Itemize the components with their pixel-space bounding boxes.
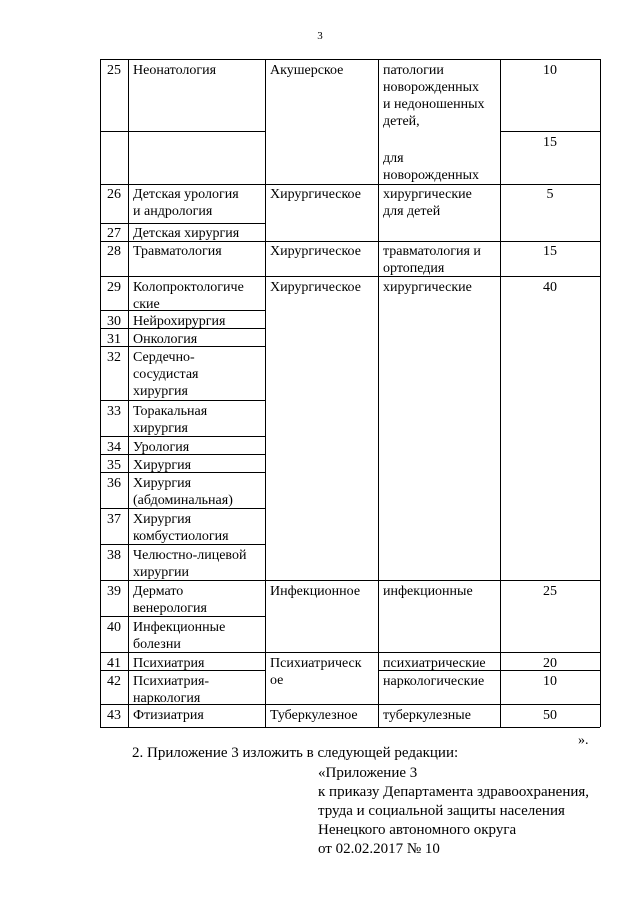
row-number: 34 [107,440,121,455]
row-number: 38 [107,548,121,563]
department-name: болезни [133,637,181,652]
bed-type: хирургические [383,187,472,202]
bed-count: 25 [543,584,557,599]
table-vline [378,59,379,727]
table-hline-profile [265,184,378,185]
table-hline-type [378,704,500,705]
department-name: Торакальная [133,404,208,419]
bed-profile: Хирургическое [270,280,361,295]
bed-type: для детей [383,204,441,219]
department-name: комбустиология [133,529,229,544]
table-vline [500,59,501,727]
row-number: 32 [107,350,121,365]
row-number: 25 [107,63,121,78]
appendix-line-5: от 02.02.2017 № 10 [318,841,440,857]
table-hline-type [378,727,500,728]
department-name: (абдоминальная) [133,493,233,508]
row-number: 40 [107,620,121,635]
table-hline-left [100,652,265,653]
table-hline-beds [500,59,600,60]
department-name: Урология [133,440,190,455]
page-number: 3 [317,30,323,42]
department-name: ские [133,297,160,312]
table-hline-profile [265,59,378,60]
table-hline-left [100,59,265,60]
department-name: Неонатология [133,63,217,78]
bed-count: 15 [543,135,557,150]
table-hline-type [378,184,500,185]
row-number: 29 [107,280,121,295]
bed-profile: Туберкулезное [270,708,358,723]
row-number: 35 [107,458,121,473]
row-number: 39 [107,584,121,599]
bed-profile: Психиатрическ [270,656,362,671]
department-name: Нейрохирургия [133,314,226,329]
appendix-line-4: Ненецкого автономного округа [318,822,517,838]
table-vline [265,59,266,727]
table-hline-profile [265,727,378,728]
paragraph-2: 2. Приложение 3 изложить в следующей редакции: [132,745,459,761]
appendix-line-1: «Приложение 3 [318,765,418,781]
table-hline-profile [265,652,378,653]
bed-profile: Хирургическое [270,187,361,202]
row-number: 27 [107,226,121,241]
table-hline-beds [500,131,600,132]
row-number: 36 [107,476,121,491]
bed-profile: ое [270,673,284,688]
department-name: Хирургия [133,512,192,527]
department-name: Дермато [133,584,184,599]
table-hline-type [378,241,500,242]
bed-type: новорожденных [383,168,480,183]
row-number: 31 [107,332,121,347]
row-number: 42 [107,674,121,689]
bed-count: 50 [543,708,557,723]
department-name: Сердечно- [133,350,195,365]
bed-profile: Инфекционное [270,584,361,599]
table-hline-beds [500,652,600,653]
bed-type: и недоношенных [383,97,485,112]
table-hline-profile [265,276,378,277]
row-number: 43 [107,708,121,723]
department-name: венерология [133,601,207,616]
table-hline-profile [265,704,378,705]
bed-type: хирургические [383,280,472,295]
table-hline-left [100,131,265,132]
department-name: Детская урология [133,187,239,202]
department-name: Челюстно-лицевой [133,548,247,563]
bed-count: 20 [543,656,557,671]
bed-type: психиатрические [383,656,486,671]
appendix-line-2: к приказу Департамента здравоохранения, [318,784,590,800]
table-hline-left [100,400,265,401]
table-hline-profile [265,580,378,581]
bed-type: туберкулезные [383,708,471,723]
table-hline-profile [265,241,378,242]
department-name: Инфекционные [133,620,226,635]
row-number: 30 [107,314,121,329]
bed-type: патологии [383,63,444,78]
table-hline-type [378,580,500,581]
table-hline-left [100,727,265,728]
row-number: 37 [107,512,121,527]
bed-count: 5 [546,187,554,202]
department-name: Фтизиатрия [133,708,204,723]
bed-count: 10 [543,63,557,78]
department-name: Психиатрия- [133,674,210,689]
bed-count: 10 [543,674,557,689]
department-name: Колопроктологиче [133,280,244,295]
department-name: Психиатрия [133,656,205,671]
table-hline-beds [500,276,600,277]
bed-type: детей, [383,114,420,129]
table-hline-left [100,223,265,224]
department-name: хирургия [133,421,188,436]
department-name: и андрология [133,204,213,219]
table-hline-beds [500,727,600,728]
row-number: 28 [107,244,121,259]
table-hline-type [378,59,500,60]
department-name: хирургии [133,565,190,580]
bed-type: инфекционные [383,584,473,599]
department-name: Травматология [133,244,222,259]
bed-profile: Хирургическое [270,244,361,259]
department-name: наркология [133,691,201,706]
row-number: 33 [107,404,121,419]
row-number: 26 [107,187,121,202]
table-hline-type [378,652,500,653]
table-hline-beds [500,580,600,581]
department-name: Хирургия [133,476,192,491]
table-hline-beds [500,241,600,242]
table-vline [600,59,601,727]
department-name: хирургия [133,384,188,399]
table-hline-left [100,310,265,311]
bed-type: наркологические [383,674,485,689]
bed-type: новорожденных [383,80,480,95]
bed-type: ортопедия [383,261,445,276]
table-hline-beds [500,704,600,705]
bed-profile: Акушерское [270,63,344,78]
department-name: Детская хирургия [133,226,240,241]
row-number: 41 [107,656,121,671]
table-hline-left [100,276,265,277]
table-hline-left [100,184,265,185]
bed-type: травматология и [383,244,481,259]
table-hline-beds [500,184,600,185]
table-vline [128,59,129,727]
bed-count: 40 [543,280,557,295]
appendix-line-3: труда и социальной защиты населения [318,803,565,819]
department-name: сосудистая [133,367,199,382]
department-name: Хирургия [133,458,192,473]
department-name: Онкология [133,332,198,347]
bed-count: 15 [543,244,557,259]
bed-type: для [383,151,404,166]
closing-quote: ». [578,733,589,748]
